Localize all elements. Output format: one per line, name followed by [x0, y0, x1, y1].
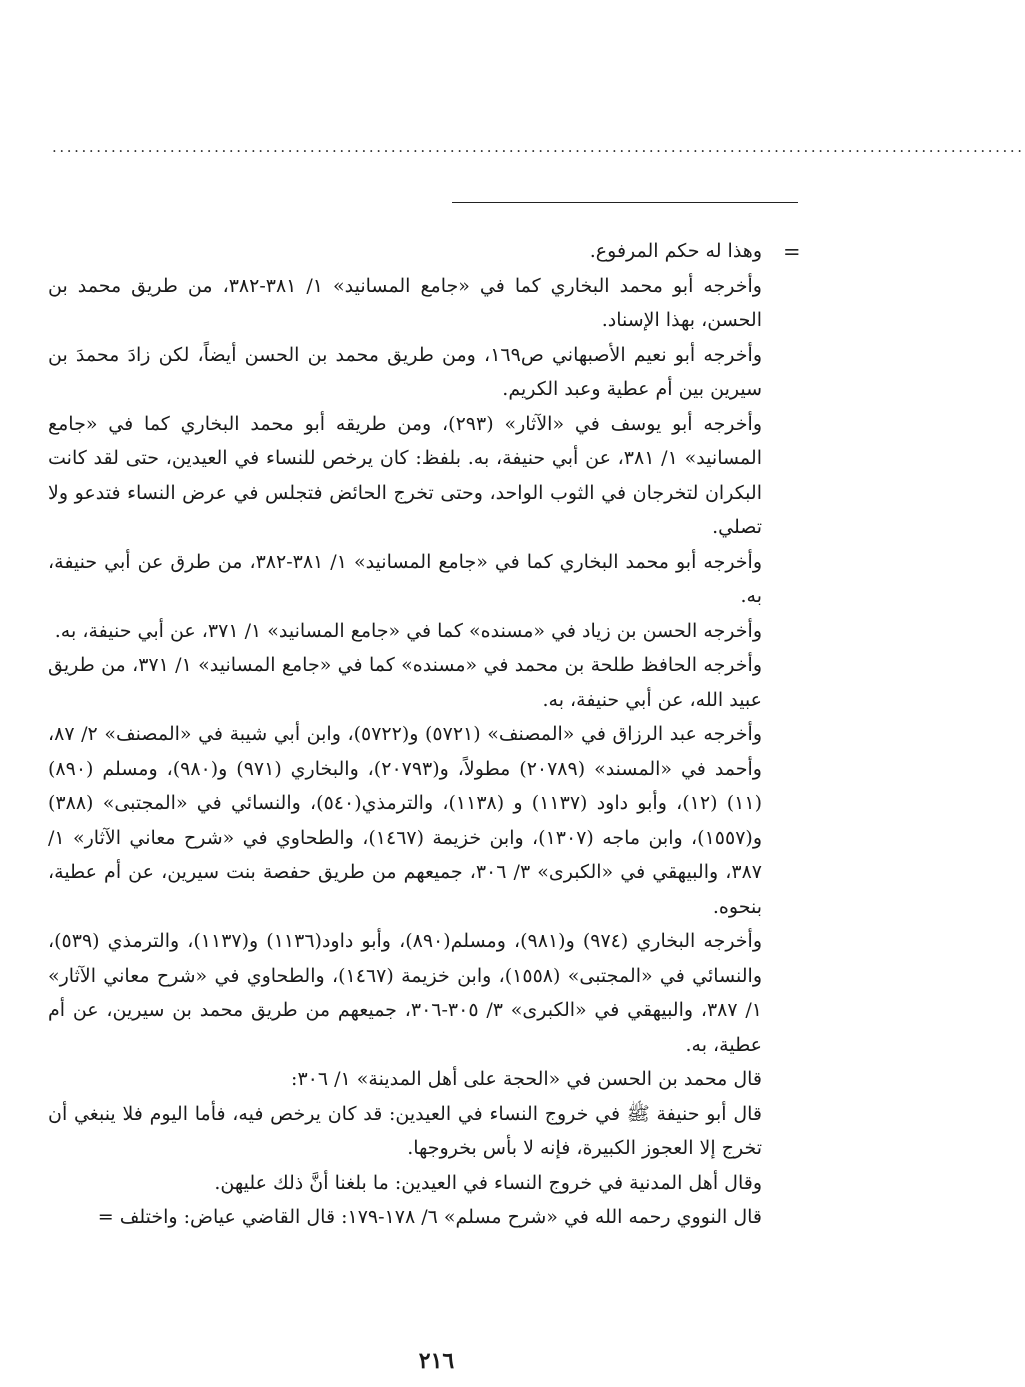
paragraph: وأخرجه أبو محمد البخاري كما في «جامع المسانيد» ١/ ٣٨١-٣٨٢، من طرق عن أبي حنيفة، به. — [48, 550, 762, 607]
paragraph: وأخرجه الحسن بن زياد في «مسنده» كما في «جامع المسانيد» ١/ ٣٧١، عن أبي حنيفة، به. — [54, 619, 762, 642]
paragraph: وهذا له حكم المرفوع. — [589, 240, 762, 262]
paragraph: وأخرجه أبو نعيم الأصبهاني ص١٦٩، ومن طريق محمد بن الحسن أيضاً، لكن زادَ محمدَ بن سيرين بين أم عطية وعبد الكريم. — [48, 343, 762, 400]
paragraph: وأخرجه أبو محمد البخاري كما في «جامع المسانيد» ١/ ٣٨١-٣٨٢، من طريق محمد بن الحسن، بهذا الإسناد. — [48, 274, 762, 331]
footnote-rule — [452, 202, 798, 203]
paragraph: وأخرجه عبد الرزاق في «المصنف» (٥٧٢١) و(٥٧٢٢)، وابن أبي شيبة في «المصنف» ٢/ ٨٧، وأحمد في «المسند» (٢٠٧٨٩) مطولاً، و(٢٠٧٩٣)، والبخاري (٩٧١) و(٩٨٠)، ومسلم (٨٩٠) (١١) (١٢)، وأبو داود (١١٣٧) و (١١٣٨)، والترمذي(٥٤٠)، والنسائي في «المجتبى» (٣٨٨) و(١٥٥٧)، وابن ماجه (١٣٠٧)، وابن خزيمة (١٤٦٧)، والطحاوي في «شرح معاني الآثار» ١/ ٣٨٧، والبيهقي في «الكبرى» ٣/ ٣٠٦، جميعهم من طريق حفصة بنت سيرين، عن أم عطية، بنحوه. — [48, 723, 763, 918]
paragraph: وأخرجه البخاري (٩٧٤) و(٩٨١)، ومسلم(٨٩٠)، وأبو داود(١١٣٦) و(١١٣٧)، والترمذي (٥٣٩)، والنسائي في «المجتبى» (١٥٥٨)، وابن خزيمة (١٤٦٧)، والطحاوي في «شرح معاني الآثار» ١/ ٣٨٧، والبيهقي في «الكبرى» ٣/ ٣٠٥-٣٠٦، جميعهم من طريق محمد بن سيرين، عن أم عطية، به. — [48, 930, 763, 1056]
paragraph: قال محمد بن الحسن في «الحجة على أهل المدينة» ١/ ٣٠٦: — [291, 1068, 762, 1090]
paragraph: قال النووي رحمه الله في «شرح مسلم» ٦/ ١٧٨-١٧٩: قال القاضي عياض: واختلف = — [97, 1206, 762, 1228]
paragraph: قال أبو حنيفة ﷺ في خروج النساء في العيدين: قد كان يرخص فيه، فأما اليوم فلا ينبغي أن تخرج إلا العجوز الكبيرة، فإنه لا بأس بخروجها. — [48, 1102, 762, 1159]
paragraph: وأخرجه أبو يوسف في «الآثار» (٢٩٣)، ومن طريقه أبو محمد البخاري كما في «جامع المسانيد» ١/ ٣٨١، عن أبي حنيفة، به. بلفظ: كان يرخص للنساء في العيدين، حتى لقد كانت البكران لتخرجان في الثوب الواحد، وحتى تخرج الحائض فتجلس في عرض النساء فتدعو ولا تصلي. — [48, 412, 762, 538]
page-number: ٢١٦ — [418, 1348, 455, 1374]
continuation-mark: = — [783, 240, 801, 264]
footnote-separator-dots: .................................................................................................................................... — [52, 138, 1025, 156]
footnote-text — [48, 234, 762, 1235]
paragraph: وأخرجه الحافظ طلحة بن محمد في «مسنده» كما في «جامع المسانيد» ١/ ٣٧١، من طريق عبيد الله، عن أبي حنيفة، به. — [48, 654, 762, 711]
paragraph: وقال أهل المدنية في خروج النساء في العيدين: ما بلغنا أنَّ ذلك عليهن. — [214, 1171, 762, 1194]
